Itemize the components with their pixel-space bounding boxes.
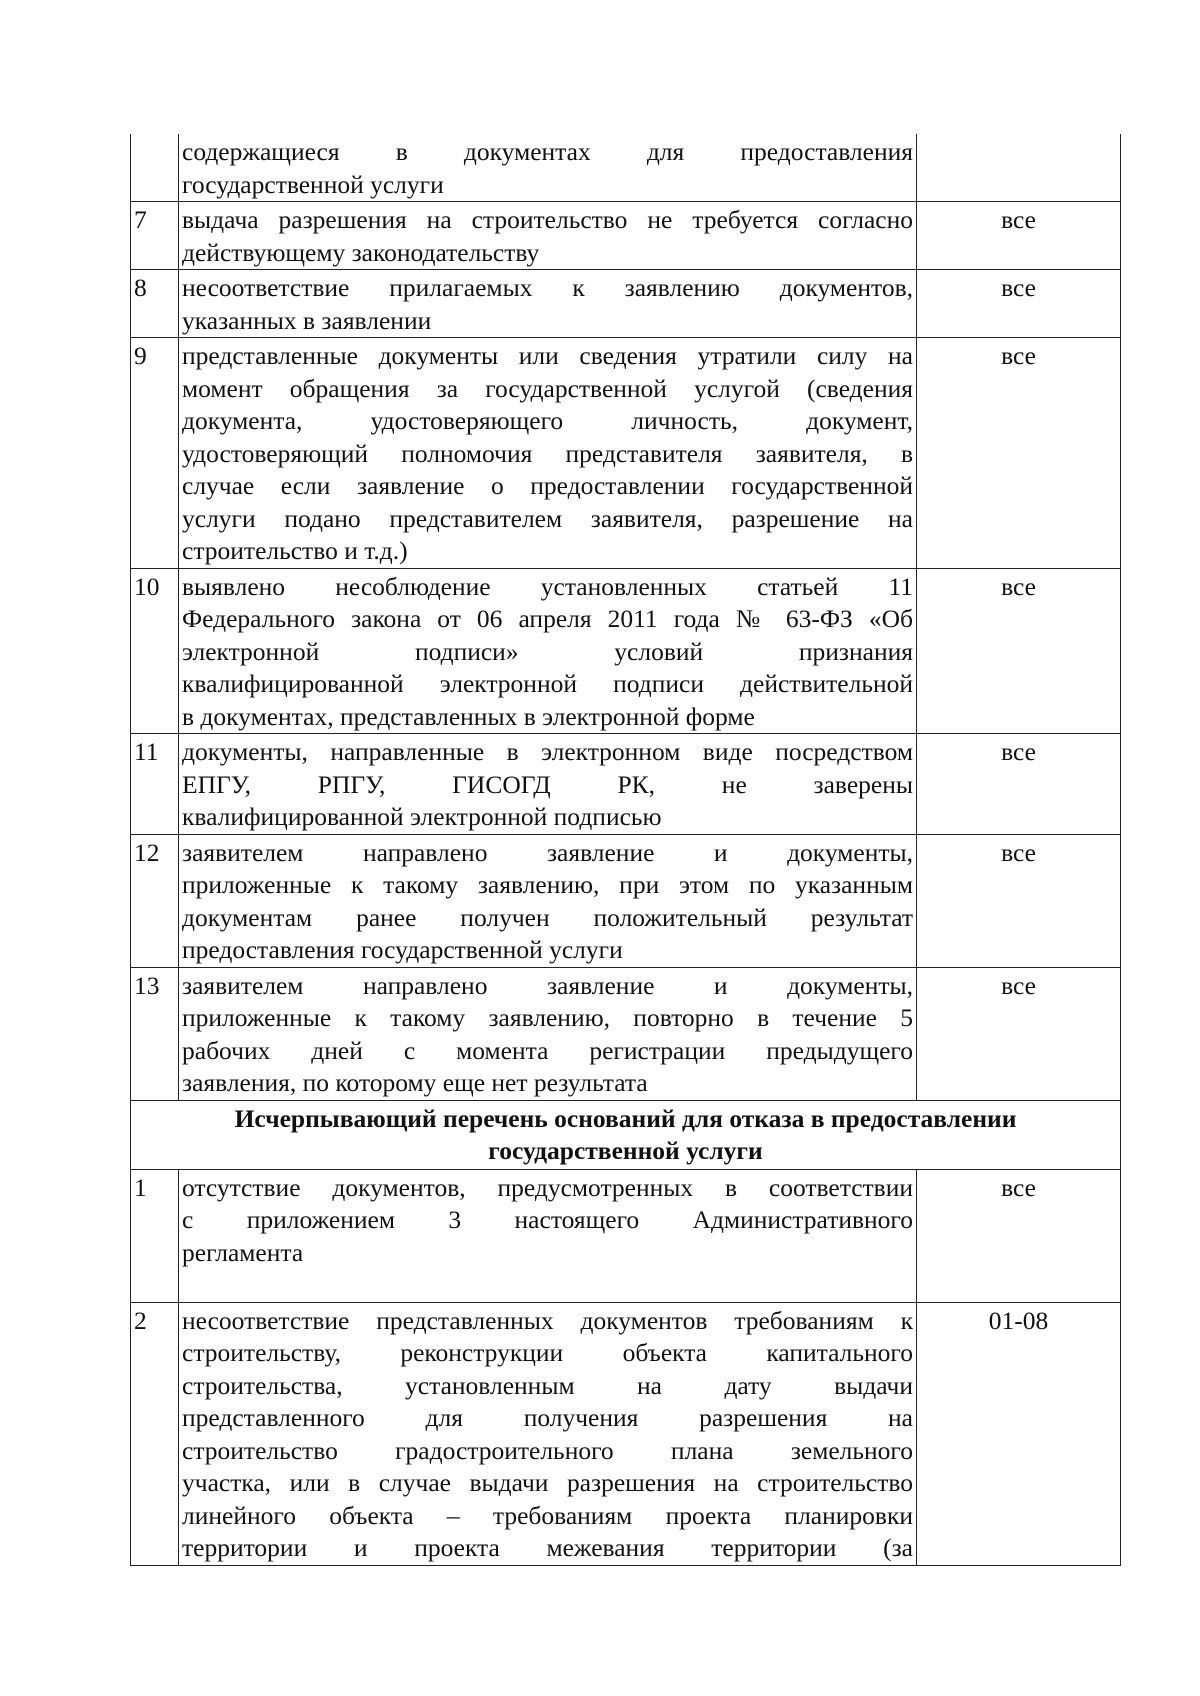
applicable-codes: все <box>917 834 1121 967</box>
description-line: документам ранее получен положительный результат <box>182 902 913 932</box>
applicable-codes: 01-08 <box>917 1302 1121 1565</box>
table-row <box>131 202 1121 270</box>
row-number: 12 <box>131 834 179 967</box>
description-line: приложенные к такому заявлению, при этом по указанным <box>182 870 913 899</box>
ground-description <box>179 134 917 202</box>
table-row <box>131 1169 1121 1302</box>
description-line: приложенные к такому заявлению, повторно в течение 5 <box>182 1003 913 1032</box>
row-number: 1 <box>131 1169 179 1302</box>
table-row <box>131 834 1121 967</box>
table-row <box>131 967 1121 1100</box>
section-heading-row <box>131 1100 1121 1169</box>
description-line: заявления, по которому еще нет результата <box>182 1068 648 1097</box>
table-body <box>131 134 1121 1565</box>
description-line: несоответствие представленных документов требованиям к <box>182 1305 913 1335</box>
ground-description <box>179 967 917 1100</box>
description-line: услуги подано представителем заявителя, разрешение на <box>182 503 913 533</box>
description-line: строительству, реконструкции объекта капитального <box>182 1338 913 1367</box>
row-number: 10 <box>131 568 179 734</box>
row-number: 8 <box>131 270 179 338</box>
description-line: заявителем направлено заявление и документы, <box>182 970 913 1000</box>
description-line: случае если заявление о предоставлении государственной <box>182 471 913 500</box>
ground-description <box>179 338 917 569</box>
description-line: выявлено несоблюдение установленных статьей 11 <box>182 571 913 601</box>
ground-description <box>179 270 917 338</box>
table-row <box>131 1302 1121 1565</box>
description-line: регламента <box>182 1237 304 1267</box>
description-line: квалифицированной электронной подписью <box>182 802 662 831</box>
table-row <box>131 568 1121 734</box>
description-line: документа, удостоверяющего личность, документ, <box>182 406 913 435</box>
table-row <box>131 734 1121 835</box>
row-number: 2 <box>131 1302 179 1565</box>
description-line: указанных в заявлении <box>182 305 432 335</box>
table-row <box>131 338 1121 569</box>
row-number <box>131 134 179 202</box>
ground-description <box>179 1302 917 1565</box>
ground-description <box>179 734 917 835</box>
row-number: 11 <box>131 734 179 835</box>
description-line: предоставления государственной услуги <box>182 935 623 964</box>
applicable-codes: все <box>917 568 1121 734</box>
description-line: государственной услуги <box>182 169 444 199</box>
description-line: с приложением 3 настоящего Административного <box>182 1205 913 1234</box>
description-line: рабочих дней с момента регистрации предыдущего <box>182 1035 913 1065</box>
description-line: заявителем направлено заявление и документы, <box>182 837 913 867</box>
blank-line <box>182 1269 913 1302</box>
grounds-table <box>130 134 1121 1566</box>
table-row <box>131 134 1121 202</box>
ground-description <box>179 202 917 270</box>
applicable-codes: все <box>917 338 1121 569</box>
ground-description <box>179 568 917 734</box>
description-line: представленного для получения разрешения на <box>182 1403 913 1432</box>
applicable-codes: все <box>917 967 1121 1100</box>
row-number: 9 <box>131 338 179 569</box>
description-line: территории и проекта межевания территории (за <box>182 1533 913 1562</box>
description-line: Федерального закона от 06 апреля 2011 года № 63-ФЗ «Об <box>182 604 913 633</box>
description-line: несоответствие прилагаемых к заявлению документов, <box>182 273 913 302</box>
description-line: содержащиеся в документах для предоставления <box>182 137 913 166</box>
description-line: документы, направленные в электронном виде посредством <box>182 737 913 766</box>
section-heading-line: государственной услуги <box>488 1135 763 1165</box>
description-line: представленные документы или сведения утратили силу на <box>182 341 913 370</box>
description-line: участка, или в случае выдачи разрешения на строительство <box>182 1468 913 1497</box>
description-line: квалифицированной электронной подписи действительной <box>182 669 913 698</box>
description-line: электронной подписи» условий признания <box>182 636 913 666</box>
applicable-codes <box>917 134 1121 202</box>
applicable-codes: все <box>917 734 1121 835</box>
description-line: выдача разрешения на строительство не требуется согласно <box>182 205 913 234</box>
description-line: момент обращения за государственной услугой (сведения <box>182 373 913 403</box>
description-line: строительства, установленным на дату выдачи <box>182 1370 913 1400</box>
description-line: удостоверяющий полномочия представителя заявителя, в <box>182 438 913 468</box>
ground-description <box>179 1169 917 1302</box>
description-line: действующему законодательству <box>182 237 540 267</box>
row-number: 7 <box>131 202 179 270</box>
applicable-codes: все <box>917 202 1121 270</box>
description-line: ЕПГУ, РПГУ, ГИСОГД РК, не заверены <box>182 769 913 799</box>
table-row <box>131 270 1121 338</box>
applicable-codes: все <box>917 270 1121 338</box>
row-number: 13 <box>131 967 179 1100</box>
description-line: строительство градостроительного плана земельного <box>182 1435 913 1465</box>
description-line: линейного объекта – требованиям проекта планировки <box>182 1500 913 1530</box>
applicable-codes: все <box>917 1169 1121 1302</box>
section-heading-line: Исчерпывающий перечень оснований для отказа в предоставлении <box>234 1103 1017 1133</box>
ground-description <box>179 834 917 967</box>
description-line: отсутствие документов, предусмотренных в соответствии <box>182 1172 913 1202</box>
description-line: в документах, представленных в электронной форме <box>182 701 755 731</box>
section-heading <box>131 1100 1121 1169</box>
description-line: строительство и т.д.) <box>182 536 408 565</box>
